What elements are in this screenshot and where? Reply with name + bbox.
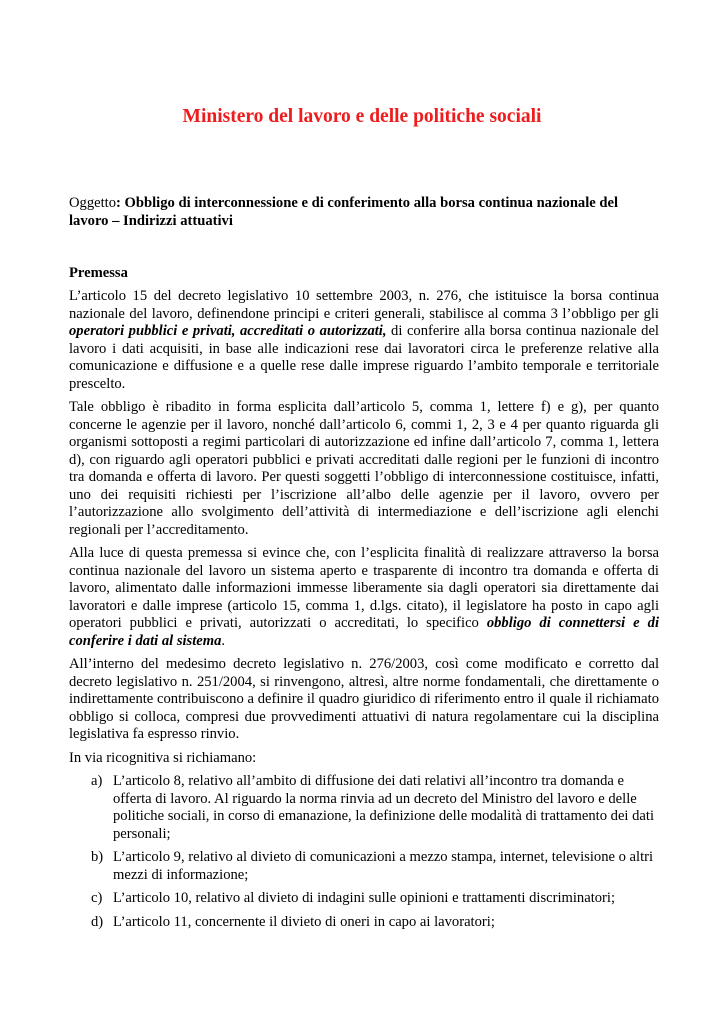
paragraph-2: Tale obbligo è ribadito in forma esplicita dall’articolo 5, comma 1, lettere f) e g), per quanto concerne le agenzie per il lavoro, nonché dall’articolo 6, commi 1, 2, 3 e 4 per quanto riguarda gli organismi sottoposti a regimi particolari di autorizzazione ed infine dall’articolo 7, comma 1, lettera d), con riguardo agli operatori pubblici e privati accreditati dalle regioni per le funzioni di incontro tra domanda e offerta di lavoro. Per questi soggetti l’obbligo di interconnessione costituisce, infatti, uno dei requisiti richiesti per l’iscrizione all’albo delle agenzie per il lavoro, ovvero per l’autorizzazione allo svolgimento dell’attività di intermediazione e dell’iscrizione agli elenchi regionali per l’accreditamento. [69, 399, 659, 538]
subject-text: Obbligo di interconnessione e di conferimento alla borsa continua nazionale del lavoro – Indirizzi attuativi [69, 195, 619, 229]
subject-label: Oggetto [69, 195, 117, 211]
list-marker: a) [91, 773, 103, 789]
paragraph-3 [69, 545, 659, 650]
paragraph-4: All’interno del medesimo decreto legislativo n. 276/2003, così come modificato e corretto dal decreto legislativo n. 251/2004, si rinvengono, altresì, altre norme fondamentali, che direttamente o indirettamente contribuiscono a definire il quadro giuridico di riferimento entro il quale il richiamato obbligo si colloca, compresi due provvedimenti attuativi di natura regolamentare cui la disciplina legislativa fa espresso rinvio. [69, 656, 659, 742]
paragraph-1-text-a: L’articolo 15 del decreto legislativo 10 settembre 2003, n. 276, che istituisce la borsa continua nazionale del lavoro, definendone principi e criteri generali, stabilisce al comma 3 l’obbligo per gli [69, 288, 659, 322]
paragraph-1-text-c: di conferire alla borsa continua nazionale del lavoro i dati acquisiti, in base alle indicazioni rese dai lavoratori circa le preferenze relative alla comunicazione e diffusione e a quelle rese dalle imprese riguardo l’ambito temporale e territoriale prescelto. [69, 323, 659, 392]
paragraph-3-emphasis: obbligo di connettersi e di conferire i dati al sistema [69, 615, 659, 649]
list-item-text: L’articolo 11, concernente il divieto di oneri in capo ai lavoratori; [113, 913, 495, 930]
list-marker: c) [91, 890, 103, 906]
subject-line [69, 195, 659, 230]
list-item [91, 773, 659, 843]
list-item-text: L’articolo 10, relativo al divieto di indagini sulle opinioni e trattamenti discriminatori; [113, 890, 616, 906]
section-body [69, 288, 659, 937]
paragraph-3-text-a: Alla luce di questa premessa si evince che, con l’esplicita finalità di realizzare attraverso la borsa continua nazionale del lavoro un sistema aperto e trasparente di incontro tra domanda e offerta di lavoro, alimentato dalle informazioni immesse liberamente sia dagli operatori sia direttamente dai lavoratori e dalle imprese (articolo 15, comma 1, d.lgs. citato), il legislatore ha posto in capo agli operatori pubblici e privati, autorizzati o accreditati, lo specifico [69, 545, 659, 631]
list-item [91, 849, 659, 884]
section-heading-premessa: Premessa [69, 265, 128, 281]
page-title: Ministero del lavoro e delle politiche sociali [182, 106, 542, 127]
list-item [91, 890, 659, 908]
list-marker: b) [91, 849, 104, 865]
paragraph-5: In via ricognitiva si richiamano: [69, 749, 257, 766]
article-list [69, 773, 659, 931]
paragraph-3-text-c: . [221, 632, 226, 649]
list-item [91, 914, 659, 932]
paragraph-1 [69, 288, 659, 393]
list-item-text: L’articolo 8, relativo all’ambito di diffusione dei dati relativi all’incontro tra domanda e offerta di lavoro. Al riguardo la norma rinvia ad un decreto del Ministro del lavoro e delle politiche sociali, in corso di emanazione, la definizione delle modalità di trattamento dei dati personali; [113, 773, 655, 842]
paragraph-1-emphasis: operatori pubblici e privati, accreditati o autorizzati, [69, 323, 387, 339]
list-marker: d) [91, 913, 104, 930]
subject-colon: : [116, 195, 125, 211]
list-item-text: L’articolo 9, relativo al divieto di comunicazioni a mezzo stampa, internet, televisione o altri mezzi di informazione; [113, 849, 654, 883]
